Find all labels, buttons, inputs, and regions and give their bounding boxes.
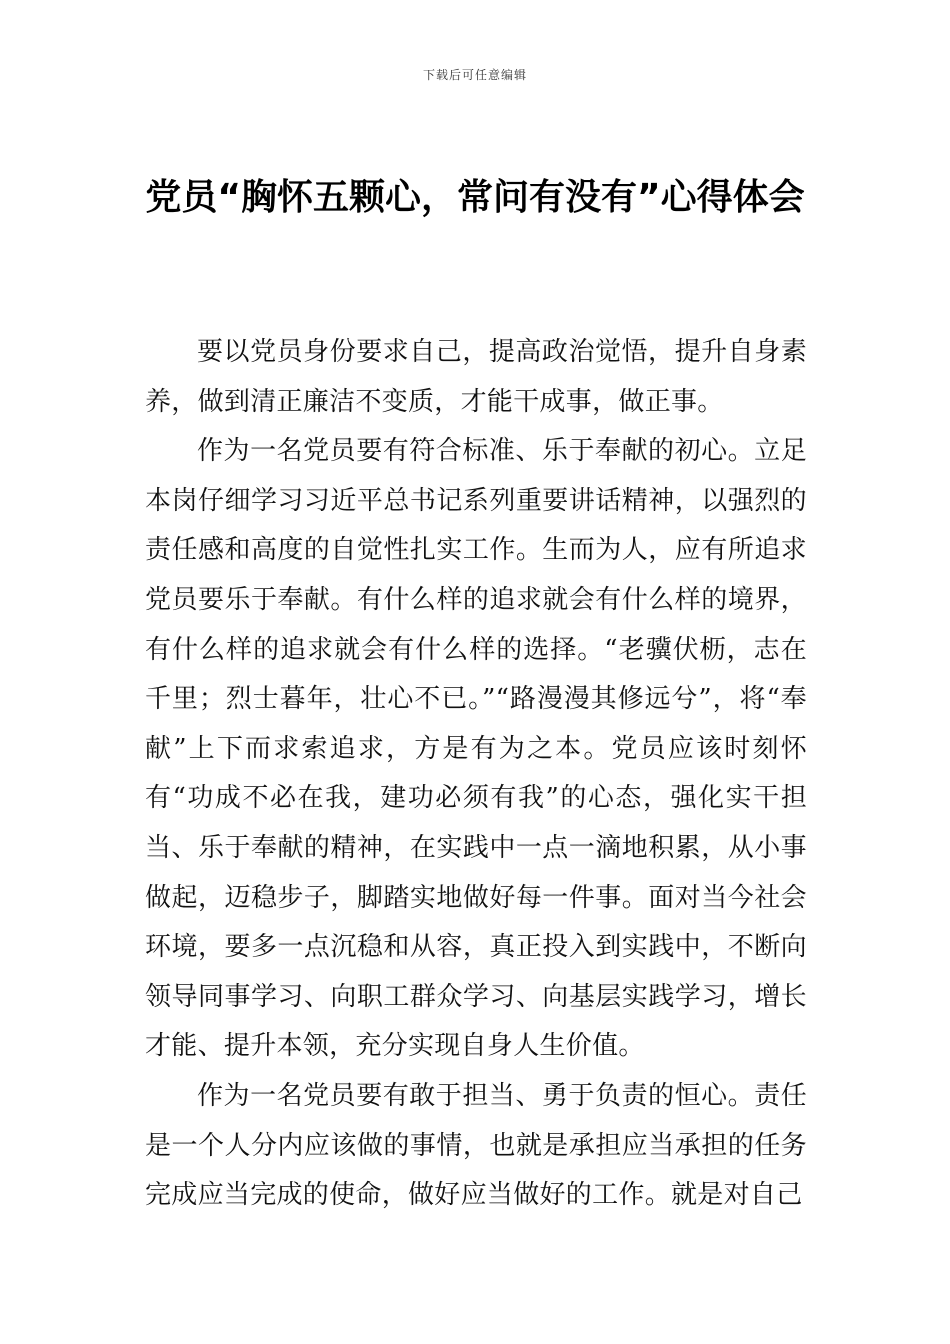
document-title: 党员“胸怀五颗心，常问有没有”心得体会 [145, 177, 805, 218]
paragraph-1: 要以党员身份要求自己，提高政治觉悟，提升自身素养，做到清正廉洁不变质，才能干成事，做正事。 [145, 337, 807, 417]
paragraph-3: 作为一名党员要有敢于担当、勇于负责的恒心。责任是一个人分内应该做的事情，也就是承担应当承担的任务完成应当完成的使命，做好应当做好的工作。就是对自己 [145, 1080, 807, 1211]
document-body [145, 328, 807, 1221]
header-note: 下载后可任意编辑 [422, 68, 527, 82]
paragraph-2: 作为一名党员要有符合标准、乐于奉献的初心。立足本岗仔细学习习近平总书记系列重要讲话精神，以强烈的责任感和高度的自觉性扎实工作。生而为人，应有所追求党员要乐于奉献。有什么样的追求就会有什么样的境界，有什么样的追求就会有什么样的选择。“老骥伏枥，志在千里；烈士暮年，壮心不已。”“路漫漫其修远兮”，将“奉献”上下而求索追求，方是有为之本。党员应该时刻怀有“功成不必在我，建功必须有我”的心态，强化实干担当、乐于奉献的精神，在实践中一点一滴地积累，从小事做起，迈稳步子，脚踏实地做好每一件事。面对当今社会环境，要多一点沉稳和从容，真正投入到实践中，不断向领导同事学习、向职工群众学习、向基层实践学习，增长才能、提升本领，充分实现自身人生价值。 [145, 436, 807, 1062]
